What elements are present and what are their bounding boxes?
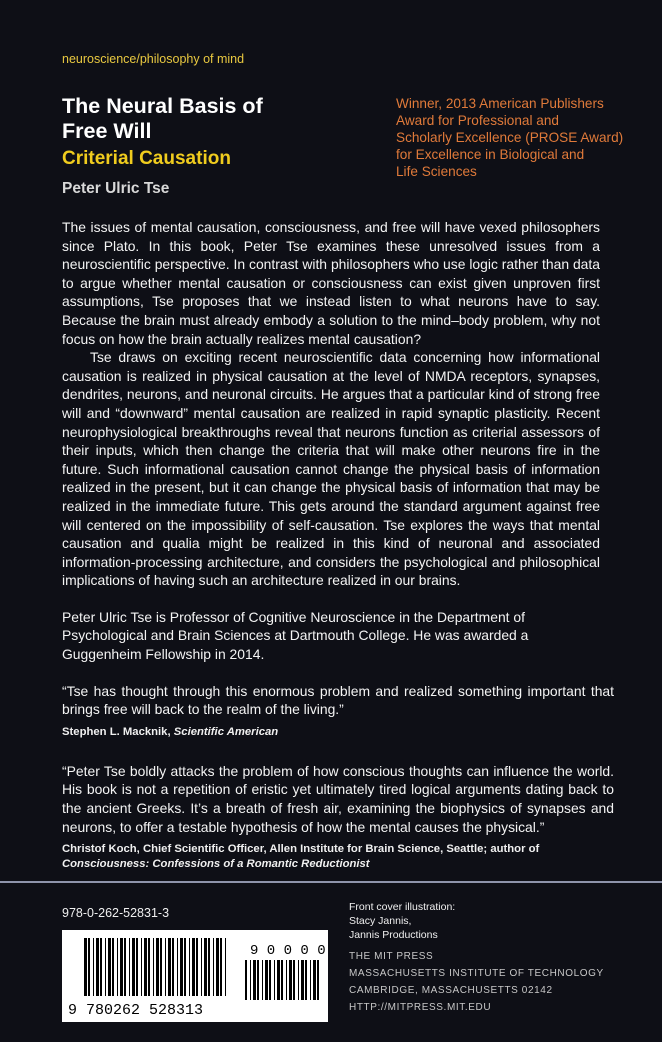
credit-line: Jannis Productions bbox=[349, 929, 438, 942]
barcode-bar bbox=[156, 938, 159, 996]
barcode-bar bbox=[177, 938, 178, 996]
barcode-bar bbox=[120, 938, 123, 996]
isbn-block bbox=[62, 900, 328, 1022]
isbn: 978-0-262-52831-3 bbox=[62, 906, 170, 921]
barcode-bar bbox=[180, 938, 183, 996]
barcode-bar bbox=[129, 938, 130, 996]
barcode-bar bbox=[160, 938, 162, 996]
publisher-line: HTTP://MITPRESS.MIT.EDU bbox=[349, 1002, 492, 1014]
barcode-bar bbox=[317, 960, 319, 1000]
publisher-line: THE MIT PRESS bbox=[349, 951, 434, 963]
barcode-bar bbox=[124, 938, 126, 996]
barcode-bar bbox=[293, 960, 295, 1000]
title-line: Free Will bbox=[62, 119, 152, 143]
barcode-bar bbox=[313, 960, 316, 1000]
barcode-bar bbox=[286, 960, 287, 1000]
barcode-bar bbox=[225, 938, 226, 996]
barcode-bar bbox=[204, 938, 207, 996]
reviewer-name: Christof Koch, Chief Scientific Officer, Allen Institute for Brain Science, Seattle; author of bbox=[62, 843, 540, 856]
description-paragraph: Tse draws on exciting recent neuroscientific data concerning how informational causation is realized in physical causation at the level of NMDA receptors, synapses, dendrites, neurons, and neuronal circuits. He argues that a particular kind of strong free will and “downward” mental causation are realized in rapid synaptic plasticity. Recent neurophysiological breakthroughs reveal that neurons function as criterial assessors of their inputs, which then change the criteria that will make other neurons fire in the future. Such informational causation cannot change the physical basis of information realized in the present, but it can change the physical basis of information that may be realized in the immediate future. This gets around the standard argument against free will centered on the impossibility of self-causation. Tse explores the ways that mental causation and qualia might be realized in this kind of neuronal and associated information-processing architecture, and considers the psychological and philosophical implications of having such an architecture realized in our brains. bbox=[62, 349, 600, 589]
barcode-bar bbox=[117, 938, 118, 996]
barcode-bar bbox=[277, 960, 280, 1000]
category-label: neuroscience/philosophy of mind bbox=[62, 52, 245, 66]
barcode-bar bbox=[168, 938, 171, 996]
barcode-bar bbox=[108, 938, 111, 996]
barcode-bar bbox=[144, 938, 147, 996]
barcode-bar bbox=[216, 938, 219, 996]
award-notice bbox=[396, 95, 623, 180]
barcode-bar bbox=[93, 938, 94, 996]
divider bbox=[0, 881, 662, 883]
barcode-bar bbox=[213, 938, 214, 996]
review-source: Consciousness: Confessions of a Romantic Reductionist bbox=[62, 858, 370, 871]
barcode-bar bbox=[301, 960, 304, 1000]
barcode-bar bbox=[281, 960, 283, 1000]
barcode-bar bbox=[192, 938, 195, 996]
barcode-bar bbox=[250, 960, 251, 1000]
credit-line: Front cover illustration: bbox=[349, 901, 456, 914]
barcode-bar bbox=[262, 960, 263, 1000]
barcode-bar bbox=[245, 960, 247, 1000]
barcode-bar bbox=[196, 938, 198, 996]
barcode-bar bbox=[141, 938, 142, 996]
title-line: The Neural Basis of bbox=[62, 94, 263, 118]
review-attribution bbox=[62, 842, 614, 872]
barcode-bar bbox=[84, 938, 87, 996]
barcode-bar bbox=[269, 960, 271, 1000]
barcode-digits: 9 0 0 0 0 bbox=[250, 943, 326, 960]
barcode-bar bbox=[172, 938, 174, 996]
barcode-bar bbox=[153, 938, 154, 996]
review-quote: “Peter Tse boldly attacks the problem of how conscious thoughts can influence the world. His book is not a repetition of eristic yet ultimately tired logical arguments dating back to the ancient Greeks. It’s a breath of fresh air, examining the biophysics of synapses and neurons, to offer a testable hypothesis of how the mental causes the physical.” bbox=[62, 762, 614, 835]
credits-block bbox=[349, 900, 604, 1022]
barcode-bar bbox=[148, 938, 150, 996]
award-line: Award for Professional and bbox=[396, 113, 559, 128]
reviewer-name: Stephen L. Macknik, bbox=[62, 725, 174, 738]
barcode-bar bbox=[253, 960, 256, 1000]
barcode-bar bbox=[274, 960, 275, 1000]
review-quote: “Tse has thought through this enormous problem and realized something important that brings free will back to the realm of the living.” bbox=[62, 682, 614, 718]
publisher-line: MASSACHUSETTS INSTITUTE OF TECHNOLOGY bbox=[349, 968, 604, 980]
barcode-bar bbox=[132, 938, 135, 996]
credit-line: Stacy Jannis, bbox=[349, 915, 412, 928]
barcode bbox=[62, 930, 328, 1022]
description bbox=[62, 218, 600, 590]
footer bbox=[62, 900, 614, 1022]
award-line: Winner, 2013 American Publishers bbox=[396, 96, 604, 111]
barcode-bars bbox=[62, 930, 328, 1022]
barcode-bar bbox=[265, 960, 268, 1000]
author-name: Peter Ulric Tse bbox=[62, 180, 170, 197]
barcode-bar bbox=[136, 938, 138, 996]
barcode-bar bbox=[289, 960, 292, 1000]
barcode-bar bbox=[88, 938, 90, 996]
barcode-bar bbox=[105, 938, 106, 996]
barcode-bar bbox=[220, 938, 222, 996]
barcode-digits: 9 780262 528313 bbox=[68, 1002, 204, 1020]
award-line: Life Sciences bbox=[396, 164, 477, 179]
review-attribution bbox=[62, 725, 614, 740]
description-paragraph: The issues of mental causation, consciousness, and free will have vexed philosophers since Plato. In this book, Peter Tse examines these unresolved issues from a neuroscientific perspective. In contrast with philosophers who use logic rather than data to argue whether mental causation or consciousness can exist given unproven first assumptions, Tse proposes that we instead listen to what neurons have to say. Because the brain must already embody a solution to the mind–body problem, why not focus on how the brain actually realizes mental causation? bbox=[62, 219, 600, 347]
review-source: Scientific American bbox=[173, 725, 279, 738]
publisher-line: CAMBRIDGE, MASSACHUSETTS 02142 bbox=[349, 985, 553, 997]
barcode-bar bbox=[165, 938, 166, 996]
book-title bbox=[62, 94, 263, 144]
book-subtitle: Criterial Causation bbox=[62, 148, 231, 169]
cover-credits bbox=[349, 900, 604, 942]
barcode-bar bbox=[310, 960, 311, 1000]
barcode-bar bbox=[201, 938, 202, 996]
barcode-bar bbox=[189, 938, 190, 996]
barcode-bar bbox=[305, 960, 307, 1000]
barcode-bar bbox=[298, 960, 299, 1000]
award-line: for Excellence in Biological and bbox=[396, 147, 585, 162]
barcode-bar bbox=[208, 938, 210, 996]
barcode-bar bbox=[112, 938, 114, 996]
barcode-bar bbox=[184, 938, 186, 996]
main-content bbox=[62, 218, 614, 1042]
author-bio: Peter Ulric Tse is Professor of Cognitive Neuroscience in the Department of Psychological and Brain Sciences at Dartmouth College. He was awarded a Guggenheim Fellowship in 2014. bbox=[62, 608, 529, 663]
barcode-bar bbox=[100, 938, 102, 996]
publisher-info bbox=[349, 948, 604, 1016]
award-line: Scholarly Excellence (PROSE Award) bbox=[396, 130, 624, 145]
barcode-bar bbox=[257, 960, 259, 1000]
barcode-bar bbox=[96, 938, 99, 996]
